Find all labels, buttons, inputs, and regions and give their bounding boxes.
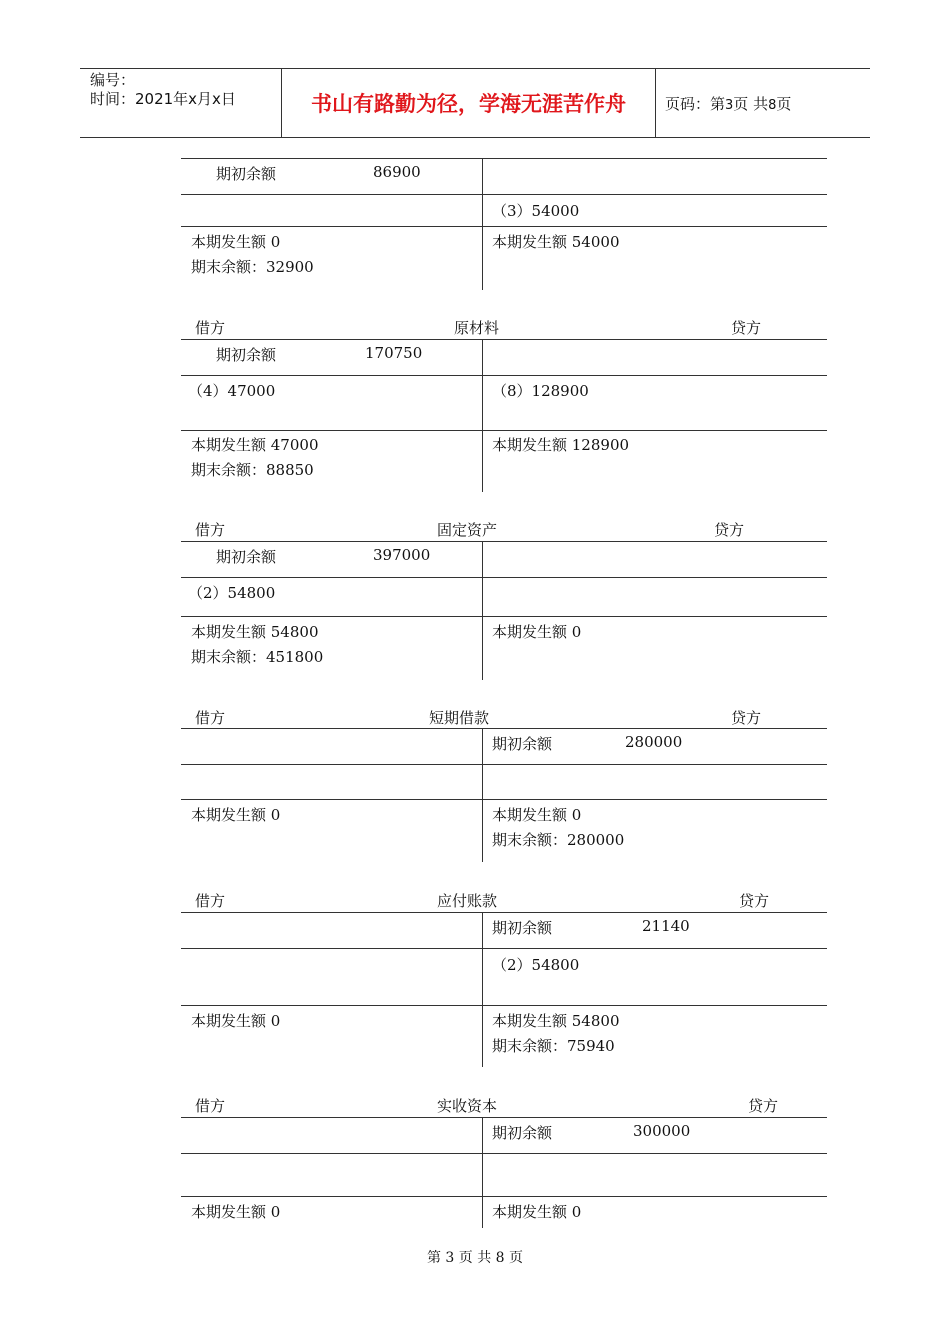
credit-label: 贷方 — [739, 892, 770, 910]
account-title-bar — [181, 1095, 827, 1117]
opening-row — [181, 728, 827, 765]
t-account-accounts-payable — [181, 889, 827, 1067]
t-divider — [482, 728, 483, 862]
opening-left-value: 397000 — [373, 546, 431, 564]
t-divider — [482, 1117, 483, 1228]
debit-label: 借方 — [195, 1097, 226, 1115]
entry-left: （4）47000 — [188, 382, 276, 400]
opening-row — [181, 158, 827, 195]
account-title-bar — [181, 890, 827, 912]
account-title: 实收资本 — [437, 1097, 498, 1115]
period-row — [181, 1196, 827, 1229]
opening-left-label: 期初余额 — [216, 548, 277, 566]
credit-label: 贷方 — [748, 1097, 779, 1115]
debit-label: 借方 — [195, 709, 226, 727]
period-left: 本期发生额 0 — [191, 1203, 281, 1221]
header-meta — [90, 71, 280, 109]
credit-label: 贷方 — [731, 319, 762, 337]
page-footer — [0, 1247, 950, 1267]
period-row — [181, 226, 827, 291]
account-title: 短期借款 — [429, 709, 490, 727]
opening-left-value: 170750 — [365, 344, 423, 362]
t-divider — [482, 339, 483, 492]
page-suffix: 页 — [776, 95, 792, 113]
t-account-raw-materials — [181, 316, 827, 492]
date-label: 时间：2021年x月x日 — [90, 90, 236, 108]
period-left: 本期发生额 0 — [191, 233, 281, 251]
entry-row — [181, 194, 827, 227]
debit-label: 借方 — [195, 892, 226, 910]
t-divider — [482, 912, 483, 1067]
credit-label: 贷方 — [731, 709, 762, 727]
period-row — [181, 616, 827, 681]
account-title-bar — [181, 707, 827, 729]
opening-row — [181, 912, 827, 949]
opening-left-label: 期初余额 — [216, 346, 277, 364]
ending-left: 期末余额：32900 — [191, 258, 314, 276]
entry-right: （3）54000 — [492, 202, 580, 220]
footer-mid: 页 共 — [458, 1250, 492, 1266]
opening-right-label: 期初余额 — [492, 735, 553, 753]
account-title: 原材料 — [454, 319, 500, 337]
opening-right-value: 21140 — [642, 917, 690, 935]
opening-row — [181, 339, 827, 376]
period-left: 本期发生额 0 — [191, 806, 281, 824]
account-title-bar — [181, 519, 827, 541]
page-header — [80, 68, 870, 138]
t-divider — [482, 541, 483, 680]
t-account-short-term-loans — [181, 706, 827, 862]
page-mid: 页 共 — [733, 95, 769, 113]
opening-right-label: 期初余额 — [492, 1124, 553, 1142]
footer-prefix: 第 — [426, 1250, 441, 1266]
ending-left: 期末余额：88850 — [191, 461, 314, 479]
page-total: 8 — [768, 98, 777, 113]
header-page-info — [665, 93, 791, 114]
opening-left-value: 86900 — [373, 163, 421, 181]
entry-row — [181, 375, 827, 431]
period-row — [181, 430, 827, 493]
t-divider — [482, 158, 483, 290]
entry-right: （2）54800 — [492, 956, 580, 974]
opening-row — [181, 1117, 827, 1154]
entry-row — [181, 948, 827, 1006]
ending-right: 期末余额：75940 — [492, 1037, 615, 1055]
entry-row — [181, 1153, 827, 1197]
ending-left: 期末余额：451800 — [191, 648, 324, 666]
period-row — [181, 1005, 827, 1068]
period-right: 本期发生额 128900 — [492, 436, 630, 454]
header-motto: 书山有路勤为径，学海无涯苦作舟 — [281, 69, 656, 137]
entry-left: （2）54800 — [188, 584, 276, 602]
t-account-paid-in-capital — [181, 1094, 827, 1228]
ending-right: 期末余额：280000 — [492, 831, 625, 849]
period-left: 本期发生额 54800 — [191, 623, 319, 641]
period-left: 本期发生额 0 — [191, 1012, 281, 1030]
opening-right-value: 280000 — [625, 733, 683, 751]
period-right: 本期发生额 0 — [492, 1203, 582, 1221]
period-left: 本期发生额 47000 — [191, 436, 319, 454]
credit-label: 贷方 — [714, 521, 745, 539]
period-right: 本期发生额 54800 — [492, 1012, 620, 1030]
opening-right-value: 300000 — [633, 1122, 691, 1140]
page-current: 3 — [725, 98, 734, 113]
serial-label: 编号： — [90, 71, 136, 89]
period-right: 本期发生额 54000 — [492, 233, 620, 251]
opening-left-label: 期初余额 — [216, 165, 277, 183]
account-title-bar — [181, 317, 827, 339]
account-title: 固定资产 — [437, 521, 498, 539]
entry-right: （8）128900 — [492, 382, 589, 400]
entry-row — [181, 577, 827, 617]
footer-suffix: 页 — [509, 1250, 524, 1266]
debit-label: 借方 — [195, 319, 226, 337]
t-account-fixed-assets — [181, 518, 827, 680]
footer-current: 3 — [445, 1250, 455, 1266]
entry-row — [181, 764, 827, 800]
account-title: 应付账款 — [437, 892, 498, 910]
t-account — [181, 158, 827, 290]
period-row — [181, 799, 827, 863]
opening-row — [181, 541, 827, 578]
debit-label: 借方 — [195, 521, 226, 539]
opening-right-label: 期初余额 — [492, 919, 553, 937]
period-right: 本期发生额 0 — [492, 806, 582, 824]
footer-total: 8 — [495, 1250, 505, 1266]
page-prefix: 页码：第 — [665, 95, 726, 113]
period-right: 本期发生额 0 — [492, 623, 582, 641]
